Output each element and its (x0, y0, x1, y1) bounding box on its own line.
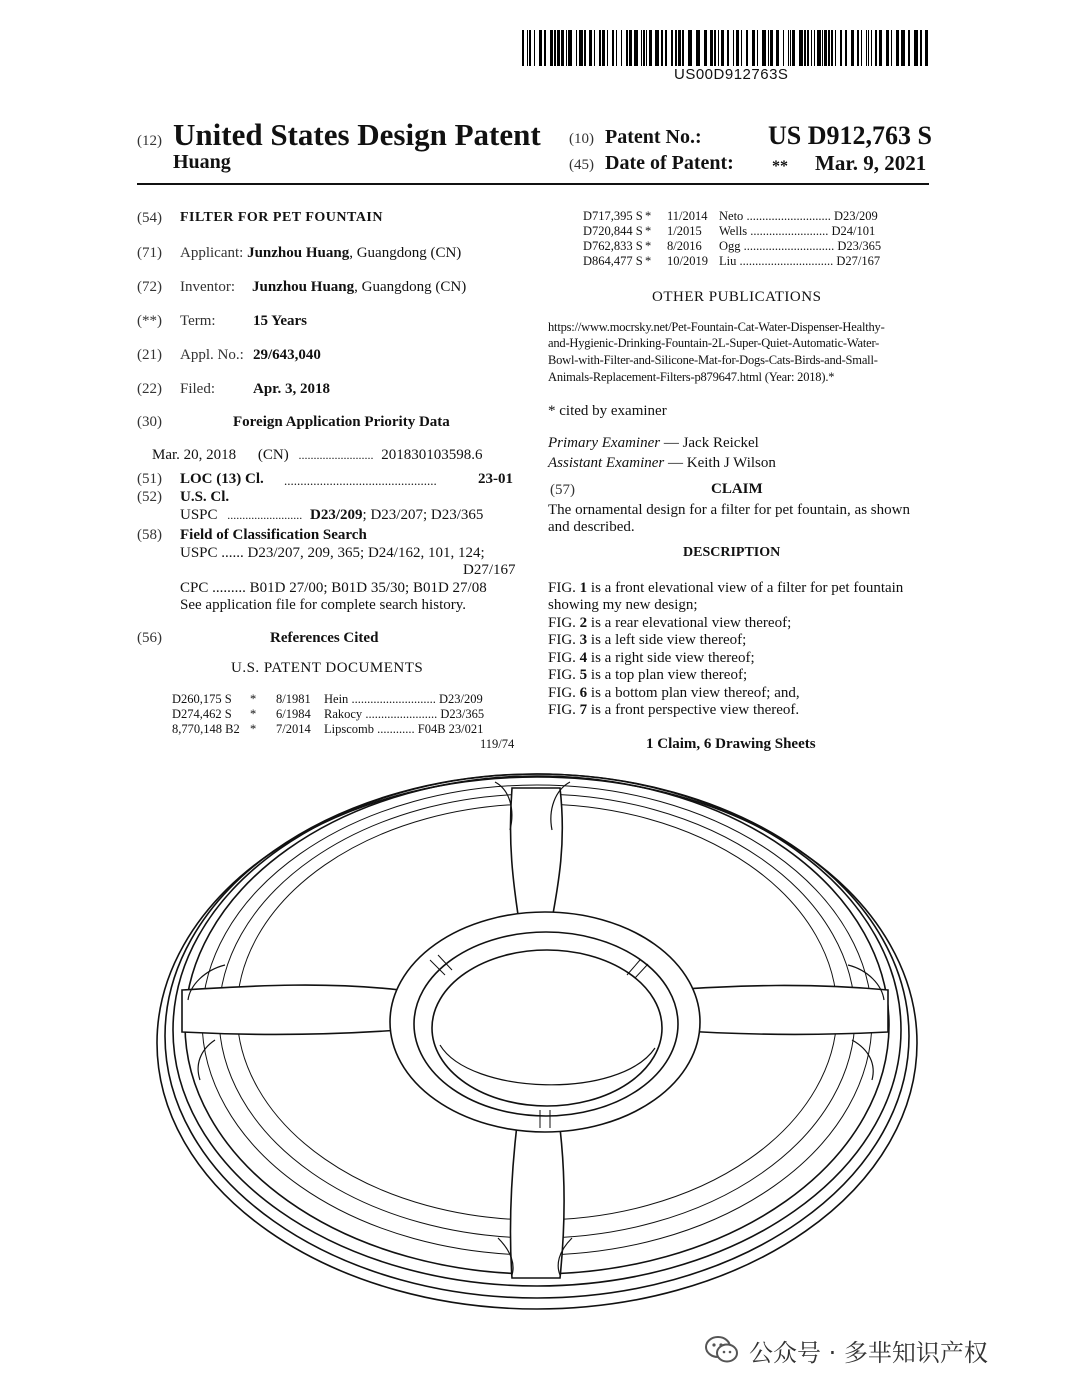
loc-value: 23-01 (478, 471, 513, 487)
rim-ring (173, 774, 901, 1286)
reference-row (172, 692, 483, 707)
description-line: FIG. 7 is a front perspective view thereof. (548, 702, 800, 718)
inventor-name: Junzhou Huang (252, 279, 355, 295)
code-45: (45) (569, 157, 594, 173)
rim-outer (157, 777, 917, 1309)
description-line: FIG. 2 is a rear elevational view thereof; (548, 615, 792, 631)
ref-class: D23/365 (440, 707, 485, 721)
foreign-number: 201830103598.6 (381, 447, 483, 463)
code-56: (56) (137, 630, 162, 646)
inventor-label: Inventor: (180, 279, 235, 295)
code-12: (12) (137, 133, 162, 149)
publication-line: Animals-Replacement-Filters-p879647.html (Year: 2018).* (548, 370, 835, 384)
ref-class: D23/209 (438, 692, 483, 706)
filed-value: Apr. 3, 2018 (253, 381, 330, 397)
ref-date: 7/2014 (276, 722, 311, 736)
other-publications-heading: OTHER PUBLICATIONS (652, 289, 822, 305)
inventor-location: , Guangdong (CN) (354, 279, 467, 295)
spoke-left (182, 985, 400, 1034)
barcode-bar (925, 30, 928, 66)
ref-number: D274,462 S (172, 707, 232, 721)
uspc-label: USPC (180, 507, 218, 523)
field-note: See application file for complete search history. (180, 597, 467, 613)
claims-sheets-summary: 1 Claim, 6 Drawing Sheets (646, 736, 816, 752)
ref-mark: * (645, 254, 652, 268)
ref-dots: ........................... (746, 209, 831, 223)
reference-row (172, 722, 483, 737)
foreign-dots: ......................... (298, 448, 374, 462)
watermark-text: 公众号 · 多芈知识产权 (749, 1338, 988, 1367)
document-title: United States Design Patent (173, 117, 541, 152)
us-cl-label: U.S. Cl. (180, 489, 230, 505)
claim-line: The ornamental design for a filter for pet fountain, as shown (548, 502, 910, 518)
ref-class: D23/365 (837, 239, 882, 253)
ref-date: 10/2019 (667, 254, 708, 268)
ref-mark: * (250, 692, 257, 706)
appl-no-label: Appl. No.: (180, 347, 244, 363)
description-line: FIG. 5 is a top plan view thereof; (548, 667, 748, 683)
ref-name: Hein (324, 692, 349, 706)
patent-no-label: Patent No.: (605, 126, 702, 148)
ref-date: 1/2015 (667, 224, 702, 238)
code-58: (58) (137, 527, 162, 543)
primary-examiner-name: — Jack Reickel (663, 435, 759, 451)
code-71: (71) (137, 245, 162, 261)
ref-class: D27/167 (836, 254, 881, 268)
code-21: (21) (137, 347, 162, 363)
ref-number: D762,833 S (583, 239, 643, 253)
us-docs-heading: U.S. PATENT DOCUMENTS (231, 660, 424, 676)
ref-date: 11/2014 (667, 209, 708, 223)
ref-mark: * (645, 209, 652, 223)
barcode (522, 30, 928, 66)
ref-mark: * (250, 707, 257, 721)
ref-name: Rakocy (324, 707, 363, 721)
primary-examiner-label: Primary Examiner (548, 435, 661, 451)
assistant-examiner (548, 455, 776, 472)
description-heading: DESCRIPTION (683, 545, 781, 560)
loc-dots: ............................................... (284, 473, 437, 488)
applicant-label: Applicant: (180, 245, 244, 261)
code-22: (22) (137, 381, 162, 397)
uspc-rest: ; D23/207; D23/365 (362, 507, 484, 523)
field-uspc-line1: USPC ...... D23/207, 209, 365; D24/162, 101, 124; (180, 545, 485, 561)
foreign-country: (CN) (257, 447, 289, 463)
patent-title: FILTER FOR PET FOUNTAIN (180, 210, 383, 225)
hub-depth (440, 1045, 655, 1085)
ref-dots: ............................. (743, 239, 835, 253)
uspc-row (180, 507, 483, 524)
references-heading: References Cited (270, 630, 379, 646)
applicant-location: , Guangdong (CN) (349, 245, 462, 261)
ref-dots: ........................... (351, 692, 436, 706)
uspc-main: D23/209 (310, 507, 363, 523)
assistant-examiner-name: — Keith J Wilson (668, 455, 776, 471)
ref-number: D717,395 S (583, 209, 643, 223)
ref-class: F04B 23/021 (417, 722, 484, 736)
code-term: (**) (137, 313, 162, 329)
header-rule (137, 183, 929, 185)
ref-class: D23/209 (833, 209, 878, 223)
ref-class: D24/101 (831, 224, 876, 238)
barcode-number: US00D912763S (674, 66, 789, 83)
code-72: (72) (137, 279, 162, 295)
hub-ring (414, 932, 678, 1116)
foreign-date: Mar. 20, 2018 (152, 447, 237, 463)
date-mark: ** (772, 158, 788, 175)
publication-line: https://www.mocrsky.net/Pet-Fountain-Cat-Water-Dispenser-Healthy- (548, 320, 885, 334)
patent-number: US D912,763 S (768, 121, 932, 150)
ref-mark: * (645, 224, 652, 238)
reference-row (583, 239, 881, 254)
rim-ring (165, 774, 909, 1298)
reference-row (172, 707, 484, 722)
ref-mark: * (250, 722, 257, 736)
ref-date: 8/2016 (667, 239, 702, 253)
date-of-patent-label: Date of Patent: (605, 152, 734, 174)
publication-line: and-Hygienic-Drinking-Fountain-2L-Super-Quiet-Automatic-Water- (548, 336, 880, 350)
foreign-priority-heading: Foreign Application Priority Data (233, 414, 450, 430)
ref-name: Neto (719, 209, 744, 223)
reference-row (583, 224, 875, 239)
reference-row (583, 254, 880, 269)
ref-date: 8/1981 (276, 692, 311, 706)
assistant-examiner-label: Assistant Examiner (548, 455, 665, 471)
uspc-dots: ......................... (227, 508, 303, 522)
field-search-heading: Field of Classification Search (180, 527, 367, 543)
filed-label: Filed: (180, 381, 216, 397)
description-line: FIG. 4 is a right side view thereof; (548, 650, 755, 666)
spoke-right (668, 985, 888, 1034)
field-uspc-line2: D27/167 (463, 562, 516, 578)
cited-by-examiner: * cited by examiner (548, 403, 667, 419)
ref-number: D864,477 S (583, 254, 643, 268)
ref-name: Lipscomb (324, 722, 374, 736)
ref-name: Ogg (719, 239, 741, 253)
ref-dots: ............ (377, 722, 415, 736)
code-57: (57) (550, 482, 575, 498)
code-52: (52) (137, 489, 162, 505)
reference-row (583, 209, 878, 224)
ref-name: Liu (719, 254, 737, 268)
hub-opening (432, 950, 662, 1106)
loc-label: LOC (13) Cl. (180, 471, 264, 487)
code-54: (54) (137, 210, 162, 226)
ref-number: D260,175 S (172, 692, 232, 706)
term-label: Term: (180, 313, 216, 329)
publication-line: Bowl-with-Filter-and-Silicone-Mat-for-Dogs-Cats-Birds-and-Small- (548, 353, 878, 367)
rim-inner (185, 776, 889, 1274)
inventor-row (180, 279, 466, 296)
ref-extra-class: 119/74 (480, 737, 515, 751)
spoke-top (510, 788, 562, 940)
watermark (705, 1330, 988, 1370)
code-30: (30) (137, 414, 162, 430)
description-line: FIG. 6 is a bottom plan view thereof; and, (548, 685, 800, 701)
foreign-priority-row (152, 447, 483, 464)
ref-number: D720,844 S (583, 224, 643, 238)
description-line: showing my new design; (548, 597, 698, 613)
hub-outer (390, 912, 700, 1132)
ref-number: 8,770,148 B2 (172, 722, 240, 736)
appl-no-value: 29/643,040 (253, 347, 321, 363)
wechat-icon (705, 1336, 739, 1364)
date-of-patent: Mar. 9, 2021 (815, 151, 927, 175)
field-cpc: CPC ......... B01D 27/00; B01D 35/30; B01D 27/08 (180, 580, 487, 596)
spoke-bottom (510, 1100, 564, 1278)
applicant-row (180, 245, 461, 262)
applicant-name: Junzhou Huang (247, 245, 350, 261)
code-51: (51) (137, 471, 162, 487)
ref-date: 6/1984 (276, 707, 311, 721)
term-value: 15 Years (253, 313, 308, 329)
claim-line: and described. (548, 519, 635, 535)
ref-mark: * (645, 239, 652, 253)
code-10: (10) (569, 131, 594, 147)
inventor-surname: Huang (173, 151, 231, 173)
ref-name: Wells (719, 224, 748, 238)
ref-dots: ......................... (750, 224, 829, 238)
ref-dots: .............................. (739, 254, 834, 268)
description-line: FIG. 3 is a left side view thereof; (548, 632, 747, 648)
description-line: FIG. 1 is a front elevational view of a filter for pet fountain (548, 580, 904, 596)
ref-dots: ....................... (365, 707, 438, 721)
primary-examiner (548, 435, 759, 452)
claim-heading: CLAIM (711, 481, 763, 497)
